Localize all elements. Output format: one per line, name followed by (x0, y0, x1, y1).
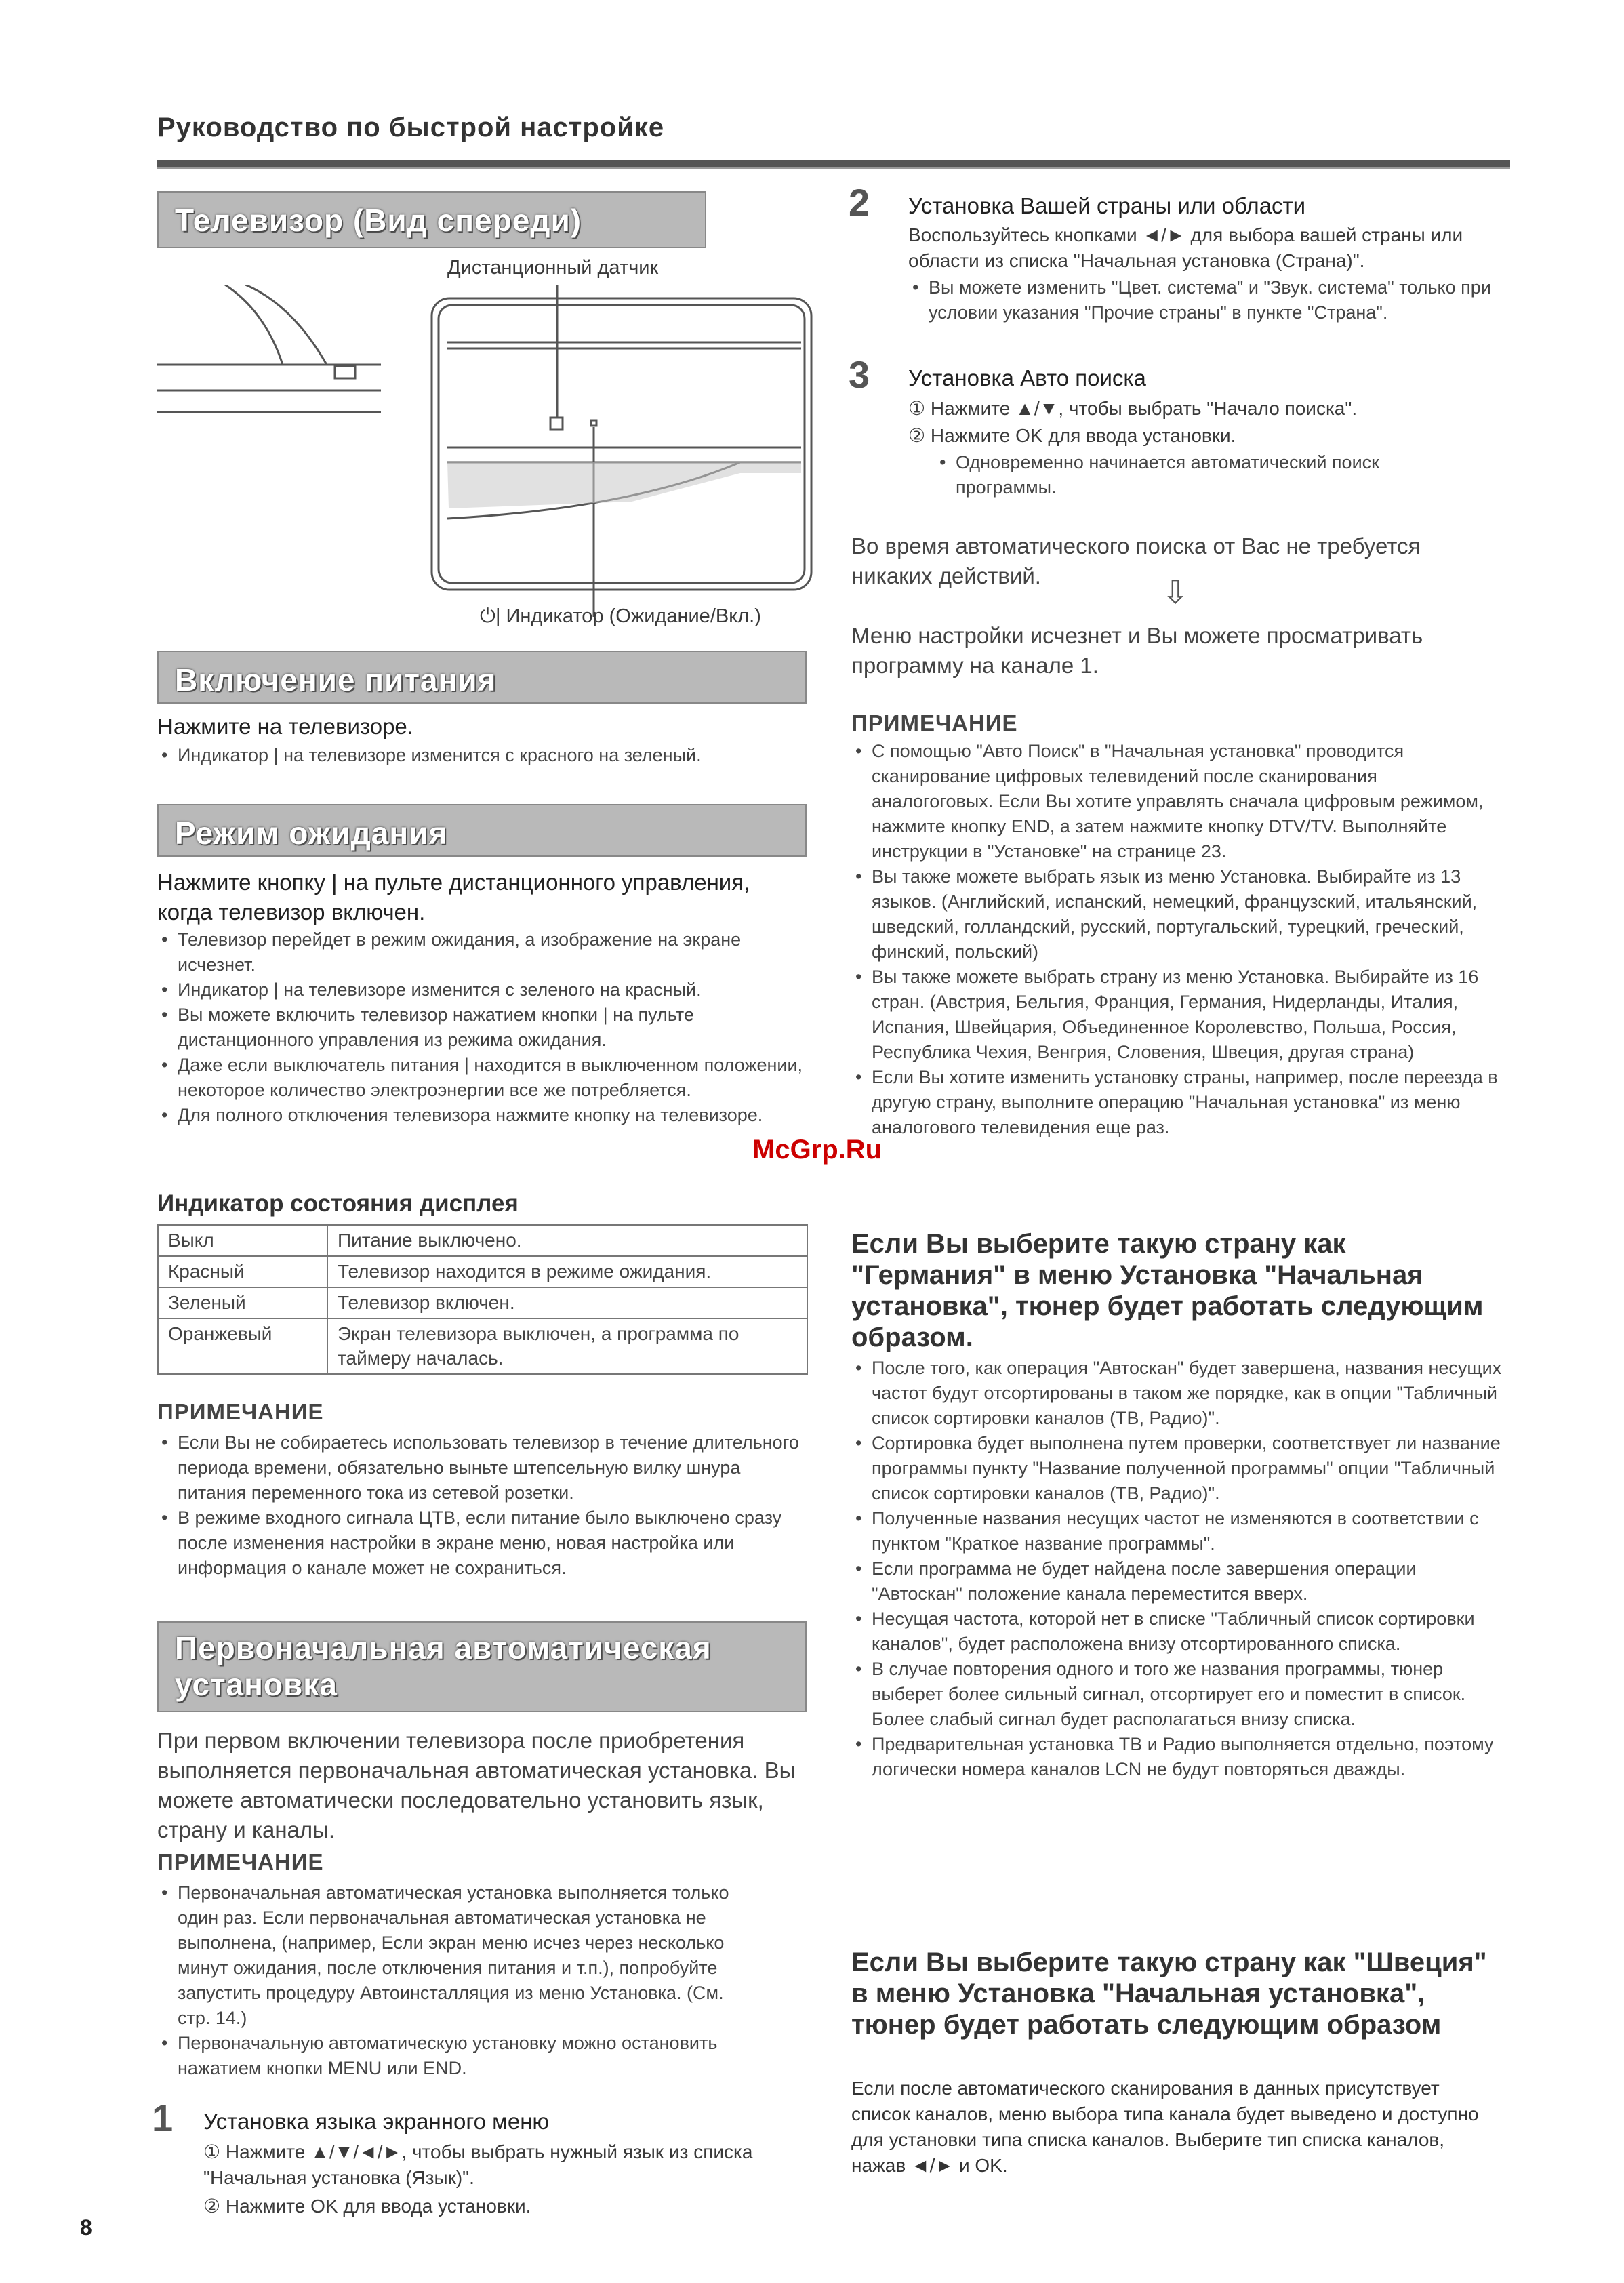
step3-substep-b: ② Нажмите OK для ввода установки. (908, 425, 1236, 446)
step-number-1: 1 (152, 2097, 174, 2139)
list-item: • Предварительная установка ТВ и Радио выполняется отдельно, поэтому логически номера каналов LCN не будут повторяться дважды. (851, 1732, 1502, 1782)
page-header-title: Руководство по быстрой настройке (157, 113, 665, 142)
list-item: • Первоначальная автоматическая установка выполняется только один раз. Если первоначальная автоматическая установка не выполнена, (например, Если экран меню исчез через несколько минут ожидания, после отключения питания и т.п.), попробуйте запустить процедуру Автоинсталляция из меню Установка. (См. стр. 14.) (157, 1880, 754, 2031)
header-rule (157, 160, 1510, 169)
step1-substep-b: ② Нажмите OK для ввода установки. (203, 2196, 531, 2217)
section-banner-initial: Первоначальная автоматическая установка (157, 1621, 807, 1712)
tv-front-diagram (157, 285, 815, 637)
initial-intro: При первом включении телевизора после приобретения выполняется первоначальная автоматическая установка. Вы можете автоматически последовательно установить язык, страну и каналы. (157, 1728, 796, 1842)
standby-notes (157, 1430, 808, 1581)
section-banner-power: Включение питания (157, 651, 807, 704)
list-item: • Если программа не будет найдена после завершения операции "Автоскан" положение канала переместится вверх. (851, 1556, 1502, 1607)
list-item: • С помощью "Авто Поиск" в "Начальная установка" проводится сканирование цифровых телевидений после сканирования аналогоговых. Если Вы хотите управлять сначала цифровым режимом, нажмите кнопку END, а затем нажмите кнопку DTV/TV. Выполняйте инструкции в "Установке" на странице 23. (851, 739, 1502, 864)
watermark: McGrp.Ru (752, 1135, 882, 1165)
indicator-state-table (157, 1224, 808, 1375)
list-item: • Вы можете изменить "Цвет. система" и "Звук. система" только при условии указания "Прочие страны" в пункте "Страна". (908, 275, 1505, 325)
list-item: • Индикатор | на телевизоре изменится с зеленого на красный. (157, 977, 808, 1003)
right-notes (851, 739, 1502, 1140)
list-item: • Вы можете включить телевизор нажатием кнопки | на пульте дистанционного управления из режима ожидания. (157, 1003, 808, 1053)
step2-title: Установка Вашей страны или области (908, 193, 1306, 218)
list-item: • Для полного отключения телевизора нажмите кнопку на телевизоре. (157, 1103, 808, 1128)
section-banner-standby: Режим ожидания (157, 804, 807, 857)
power-indicator-label: ⏻| Индикатор (Ожидание/Вкл.) (480, 605, 761, 627)
list-item: • Сортировка будет выполнена путем проверки, соответствует ли название программы пункту "Название полученной программы" опции "Табличный список сортировки каналов (ТВ, Радио)". (851, 1431, 1502, 1506)
indicator-state-title: Индикатор состояния дисплея (157, 1190, 519, 1217)
step2-bullets (908, 275, 1505, 325)
list-item: • Если Вы хотите изменить установку страны, например, после переезда в другую страну, выполните операцию "Начальная установка" из меню аналогового телевидения еще раз. (851, 1065, 1502, 1140)
list-item: • Одновременно начинается автоматический поиск программы. (935, 450, 1478, 500)
step-number-3: 3 (849, 353, 870, 396)
step1-title: Установка языка экранного меню (203, 2109, 550, 2134)
menu-disappears-paragraph: Меню настройки исчезнет и Вы можете просматривать программу на канале 1. (851, 623, 1423, 678)
table-row: Выкл Питание выключено. (158, 1225, 807, 1256)
list-item: • Телевизор перейдет в режим ожидания, а изображение на экране исчезнет. (157, 927, 808, 977)
step3-bullets (935, 450, 1478, 500)
step-number-2: 2 (849, 181, 870, 224)
list-item: • После того, как операция "Автоскан" будет завершена, названия несущих частот будут отсортированы в таком же порядке, как в опции "Табличный список сортировки каналов (ТВ, Радио)". (851, 1356, 1502, 1431)
list-item: • В режиме входного сигнала ЦТВ, если питание было выключено сразу после изменения настройки в экране меню, новая настройка или информация о канале может не сохраниться. (157, 1506, 808, 1581)
sweden-text: Если после автоматического сканирования в данных присутствует список каналов, меню выбора типа канала будет выведено и доступно для установки типа списка каналов. Выберите тип списка каналов, нажав ◄/► и OK. (851, 2078, 1479, 2176)
germany-bullets (851, 1356, 1502, 1782)
initial-notes (157, 1880, 754, 2081)
note-title-right: ПРИМЕЧАНИЕ (851, 710, 1018, 735)
step3-substep-a: ① Нажмите ▲/▼, чтобы выбрать "Начало поиска". (908, 398, 1358, 419)
list-item: • Полученные названия несущих частот не изменяются в соответствии с пунктом "Краткое название программы". (851, 1506, 1502, 1556)
step1-substep-a: ① Нажмите ▲/▼/◄/►, чтобы выбрать нужный язык из списка "Начальная установка (Язык)". (203, 2141, 753, 2188)
arrow-down-icon: ⇩ (1162, 575, 1190, 611)
standby-bullets (157, 927, 808, 1128)
list-item: • Даже если выключатель питания | находится в выключенном положении, некоторое количество электроэнергии все же потребляется. (157, 1053, 808, 1103)
page-number: 8 (80, 2215, 92, 2240)
sweden-heading: Если Вы выберите такую страну как "Швеция" в меню Установка "Начальная установка", тюнер будет работать следующим образом (851, 1947, 1487, 2040)
list-item: • В случае повторения одного и того же названия программы, тюнер выберет более сильный сигнал, отсортирует его и поместит в список. Более слабый сигнал будет располагаться внизу списка. (851, 1657, 1502, 1732)
power-instruction: Нажмите на телевизоре. (157, 714, 413, 739)
list-item: • Индикатор | на телевизоре изменится с красного на зеленый. (157, 743, 808, 768)
list-item: • Вы также можете выбрать страну из меню Установка. Выбирайте из 16 стран. (Австрия, Бельгия, Франция, Германия, Нидерланды, Италия, Испания, Швейцария, Объединенное Королевство, Польша, Россия, Республика Чехия, Венгрия, Словения, Швеция, другая страна) (851, 965, 1502, 1065)
list-item: • Вы также можете выбрать язык из меню Установка. Выбирайте из 13 языков. (Английский, испанский, немецкий, французский, итальянский, шведский, голландский, русский, португальский, турецкий, греческий, финский, польский) (851, 864, 1502, 965)
step2-text: Воспользуйтесь кнопками ◄/► для выбора вашей страны или области из списка "Начальная установка (Страна)". (908, 224, 1463, 271)
note-title-standby: ПРИМЕЧАНИЕ (157, 1399, 324, 1424)
power-bullets (157, 743, 808, 768)
note-title-initial: ПРИМЕЧАНИЕ (157, 1849, 324, 1874)
table-row: Красный Телевизор находится в режиме ожидания. (158, 1256, 807, 1287)
remote-sensor-label: Дистанционный датчик (447, 257, 659, 279)
list-item: • Первоначальную автоматическую установку можно остановить нажатием кнопки MENU или END. (157, 2031, 754, 2081)
germany-heading: Если Вы выберите такую страну как "Германия" в меню Установка "Начальная установка", тюнер будет работать следующим образом. (851, 1229, 1484, 1352)
section-banner-front: Телевизор (Вид спереди) (157, 191, 706, 248)
step3-title: Установка Авто поиска (908, 365, 1146, 390)
list-item: • Если Вы не собираетесь использовать телевизор в течение длительного периода времени, обязательно выньте штепсельную вилку шнура питания переменного тока из сетевой розетки. (157, 1430, 808, 1506)
table-row: Зеленый Телевизор включен. (158, 1287, 807, 1318)
standby-instruction: Нажмите кнопку | на пульте дистанционного управления, когда телевизор включен. (157, 870, 750, 925)
auto-search-paragraph: Во время автоматического поиска от Вас не требуется никаких действий. (851, 533, 1421, 588)
power-icon: ⏻ (480, 605, 495, 627)
list-item: • Несущая частота, которой нет в списке "Табличный список сортировки каналов", будет расположена внизу отсортированного списка. (851, 1607, 1502, 1657)
table-row: Оранжевый Экран телевизора выключен, а программа по таймеру началась. (158, 1318, 807, 1374)
